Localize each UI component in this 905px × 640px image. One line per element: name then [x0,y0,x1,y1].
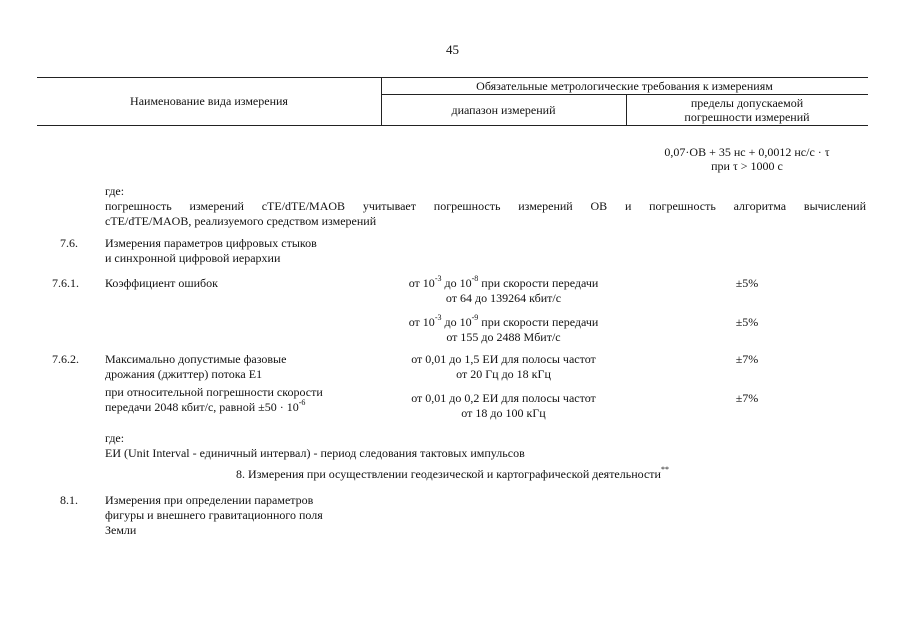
row-7-6-1-error1: ±5% [735,276,759,290]
row-8-1-number: 8.1. [60,493,78,507]
range1-suffix: при скорости передачи [478,276,599,290]
range1-exp1: -3 [434,274,442,283]
range1-prefix: от 10 [408,276,435,290]
range2-exp2: -9 [471,313,479,322]
row-7-6-1-range2-line2: от 155 до 2488 Мбит/с [446,330,561,344]
range2-prefix: от 10 [408,315,435,329]
header-bottom-rule [37,125,868,126]
range1-exp2: -8 [471,274,479,283]
range1-mid: до 10 [441,276,472,290]
header-col-name: Наименование вида измерения [130,94,288,108]
row-7-6-2-range2-line1: от 0,01 до 0,2 ЕИ для полосы частот [411,391,596,405]
row-7-6-name-line1: Измерения параметров цифровых стыков [105,236,317,250]
row-7-6-1-range2-line1 [381,315,626,330]
header-col-range: диапазон измерений [451,103,556,117]
row-7-6-name-line2: и синхронной цифровой иерархии [105,251,281,265]
row-7-6-2-name-line3: при относительной погрешности скорости [105,385,323,399]
range2-suffix: при скорости передачи [478,315,599,329]
section-8-heading [37,467,868,482]
range2-exp1: -3 [434,313,442,322]
row-8-1-name-line3: Земли [105,523,137,537]
row-7-6-2-error2: ±7% [735,391,759,405]
name4-text: передачи 2048 кбит/с, равной ±50 · 10 [105,400,299,414]
header-mid-rule [381,94,868,95]
note1-line2: cTE/dTE/MAOB, реализуемого средством измерений [105,214,377,228]
row-7-6-2-number: 7.6.2. [52,352,79,366]
section-8-title: 8. Измерения при осуществлении геодезической и картографической деятельности [236,467,661,481]
formula-line2: при τ > 1000 с [711,159,783,173]
row-7-6-1-range1-line1 [381,276,626,291]
note2-where: где: [105,431,125,445]
row-7-6-2-range1-line1: от 0,01 до 1,5 ЕИ для полосы частот [411,352,596,366]
header-col-error-line1: пределы допускаемой [690,96,804,110]
row-7-6-1-name: Коэффициент ошибок [105,276,218,290]
note1-where: где: [105,184,125,198]
row-7-6-2-range1-line2: от 20 Гц до 18 кГц [456,367,551,381]
header-col-error-line2: погрешности измерений [684,110,810,124]
row-7-6-1-number: 7.6.1. [52,276,79,290]
note2-line1: ЕИ (Unit Interval - единичный интервал) - период следования тактовых импульсов [105,446,525,460]
row-7-6-1-error2: ±5% [735,315,759,329]
header-col-requirements: Обязательные метрологические требования к измерениям [476,79,773,93]
header-top-rule [37,77,868,78]
row-7-6-2-name-line2: дрожания (джиттер) потока Е1 [105,367,263,381]
row-7-6-1-range1-line2: от 64 до 139264 кбит/с [445,291,562,305]
row-7-6-number: 7.6. [60,236,78,250]
row-7-6-2-error1: ±7% [735,352,759,366]
row-8-1-name-line1: Измерения при определении параметров [105,493,314,507]
row-7-6-2-name-line4 [105,400,305,415]
section-8-footnote-mark: ** [660,465,669,474]
formula-line1: 0,07·ОВ + 35 нс + 0,0012 нс/с · τ [664,145,830,159]
page-number: 45 [446,42,459,57]
row-8-1-name-line2: фигуры и внешнего гравитационного поля [105,508,323,522]
name4-exp: -6 [298,398,306,407]
note1-line1: погрешность измерений cTE/dTE/MAOB учитывает погрешность измерений ОВ и погрешность алгоритма вычислений [105,199,866,213]
row-7-6-2-range2-line2: от 18 до 100 кГц [461,406,546,420]
range2-mid: до 10 [441,315,472,329]
row-7-6-2-name-line1: Максимально допустимые фазовые [105,352,287,366]
